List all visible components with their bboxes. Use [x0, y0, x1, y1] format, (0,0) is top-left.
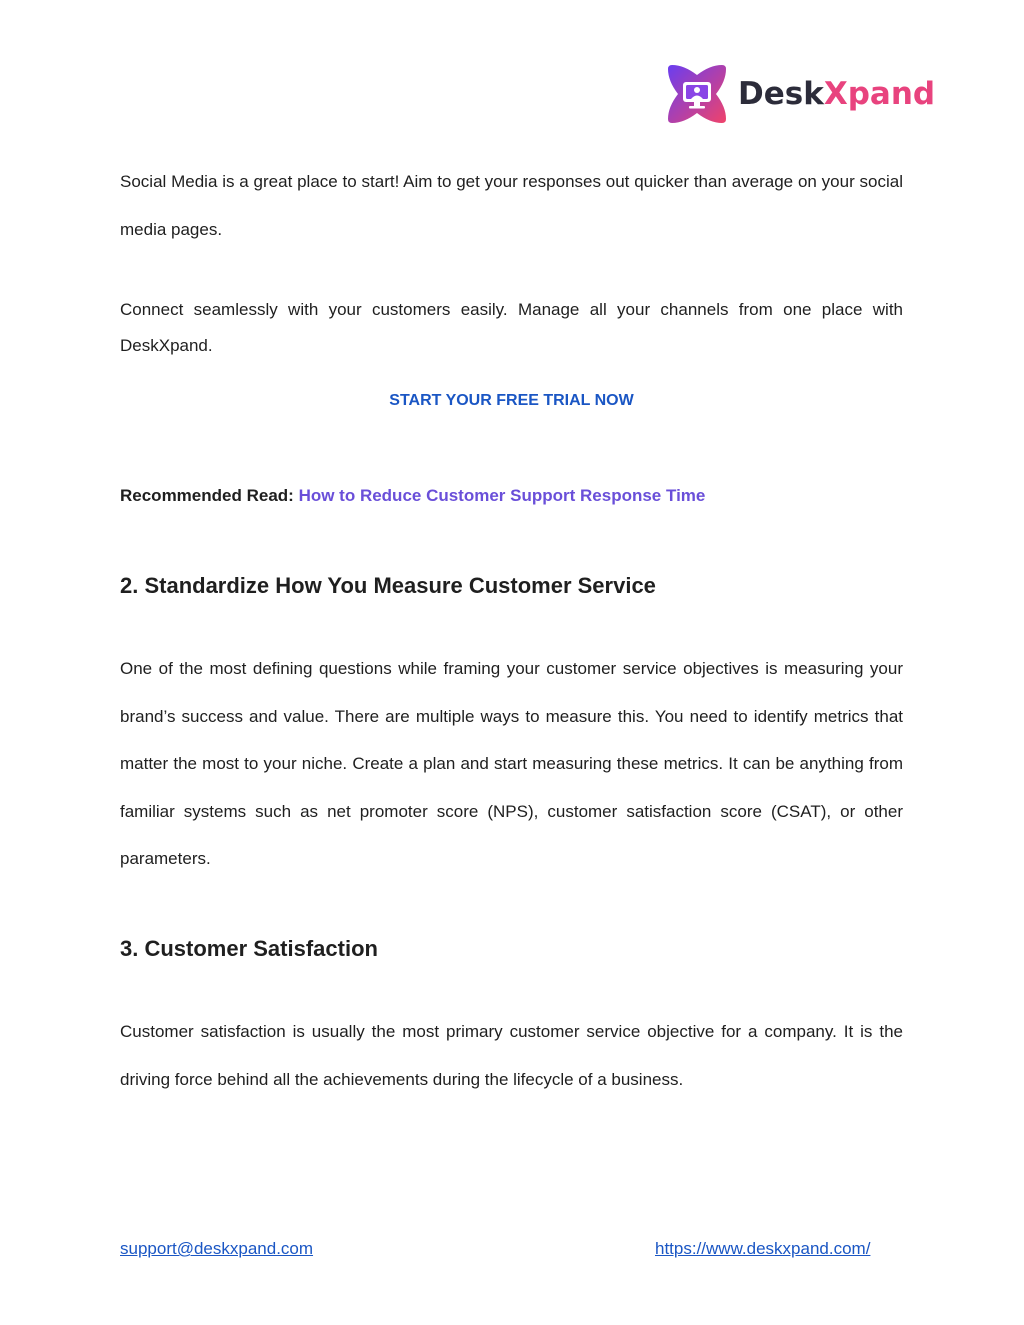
satisfaction-paragraph: Customer satisfaction is usually the most primary customer service objective for a company. It is the driving force behind all the achievements during the lifecycle of a business.: [120, 1022, 903, 1089]
heading-standardize: 2. Standardize How You Measure Customer Service: [120, 573, 656, 598]
recommended-read-link[interactable]: How to Reduce Customer Support Response Time: [298, 486, 706, 505]
deskxpand-logo: [664, 60, 935, 128]
heading-customer-satisfaction: 3. Customer Satisfaction: [120, 936, 378, 961]
monitor-person-icon: [664, 61, 730, 127]
support-email-link[interactable]: support@deskxpand.com: [120, 1239, 314, 1258]
recommended-read-label: Recommended Read:: [120, 486, 294, 505]
standardize-paragraph: One of the most defining questions while framing your customer service objectives is measuring your brand’s success and value. There are multiple ways to measure this. You need to identify metrics that matter the most to your niche. Create a plan and start measuring these metrics. It can be anything from familiar systems such as net promoter score (NPS), customer satisfaction score (CSAT), or other parameters.: [120, 659, 903, 869]
social-media-paragraph: Social Media is a great place to start! Aim to get your responses out quicker than average on your social media pages.: [120, 172, 903, 239]
logo-word-desk: Desk: [738, 75, 824, 112]
website-link[interactable]: https://www.deskxpand.com/: [655, 1239, 871, 1258]
logo-wordmark: [738, 75, 936, 112]
free-trial-link[interactable]: START YOUR FREE TRIAL NOW: [389, 392, 634, 409]
recommended-read: [120, 486, 705, 506]
connect-paragraph: Connect seamlessly with your customers easily. Manage all your channels from one place with DeskXpand.: [120, 300, 903, 355]
logo-word-xpand: Xpand: [823, 75, 936, 112]
